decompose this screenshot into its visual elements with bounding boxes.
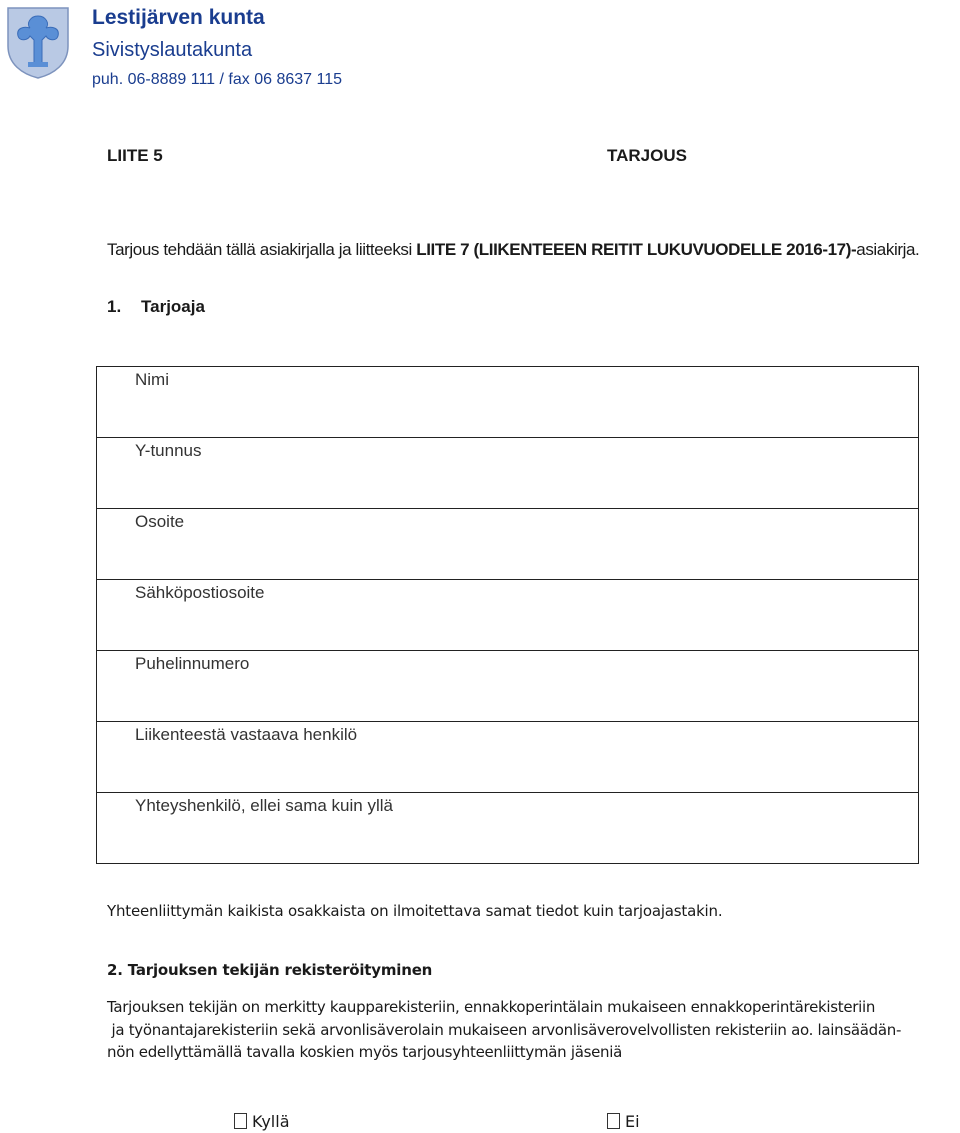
- document-title: TARJOUS: [607, 146, 687, 165]
- section-2-heading: 2. Tarjouksen tekijän rekisteröityminen: [107, 961, 433, 979]
- municipal-crest-icon: [6, 6, 70, 80]
- section-1-heading: [107, 297, 205, 317]
- form-field-email[interactable]: [97, 580, 919, 651]
- intro-text: [107, 240, 919, 260]
- field-label: Puhelinnumero: [135, 654, 250, 673]
- paragraph-line: ja työnantajarekisteriin sekä arvonlisäverolain mukaiseen arvonlisäverovelvollisten rekisteriin ao. lainsäädän-: [107, 1020, 902, 1039]
- field-label: Osoite: [135, 512, 185, 531]
- org-name: Lestijärven kunta: [92, 6, 265, 29]
- department-name: Sivistyslautakunta: [92, 39, 253, 61]
- section-1-title: Tarjoaja: [141, 297, 205, 316]
- intro-suffix: asiakirja.: [856, 240, 920, 259]
- option-no[interactable]: [607, 1112, 640, 1131]
- paragraph-line: Tarjouksen tekijän on merkitty kaupparekisteriin, ennakkoperintälain mukaiseen ennakkoperintärekisteriin: [107, 998, 876, 1016]
- paragraph-line: nön edellyttämällä tavalla koskien myös tarjousyhteenliittymän jäseniä: [107, 1043, 623, 1061]
- consortium-note: Yhteenliittymän kaikista osakkaista on ilmoitettava samat tiedot kuin tarjoajastakin.: [107, 902, 723, 920]
- checkbox-icon[interactable]: [234, 1113, 247, 1129]
- attachment-label: LIITE 5: [107, 146, 163, 165]
- registration-paragraph: [107, 996, 957, 1064]
- checkbox-icon[interactable]: [607, 1113, 620, 1129]
- field-label: Sähköpostiosoite: [135, 583, 265, 602]
- intro-bold: LIITE 7 (LIIKENTEEEN REITIT LUKUVUODELLE 2016-17)-: [416, 240, 857, 259]
- field-label: Yhteyshenkilö, ellei sama kuin yllä: [135, 796, 393, 815]
- option-yes[interactable]: [234, 1112, 290, 1131]
- bidder-info-form: [96, 366, 919, 864]
- option-no-label: Ei: [625, 1112, 640, 1131]
- contact-info: puh. 06-8889 111 / fax 06 8637 115: [92, 71, 342, 88]
- field-label: Liikenteestä vastaava henkilö: [135, 725, 358, 744]
- form-field-traffic-manager[interactable]: [97, 722, 919, 793]
- option-yes-label: Kyllä: [252, 1112, 290, 1131]
- form-field-address[interactable]: [97, 509, 919, 580]
- section-1-number: 1.: [107, 297, 122, 316]
- field-label: Y-tunnus: [135, 441, 202, 460]
- form-field-phone[interactable]: [97, 651, 919, 722]
- form-field-contact-person[interactable]: [97, 793, 919, 864]
- intro-prefix: Tarjous tehdään tällä asiakirjalla ja liitteeksi: [107, 240, 417, 259]
- form-field-name[interactable]: [97, 367, 919, 438]
- form-field-business-id[interactable]: [97, 438, 919, 509]
- field-label: Nimi: [135, 370, 169, 389]
